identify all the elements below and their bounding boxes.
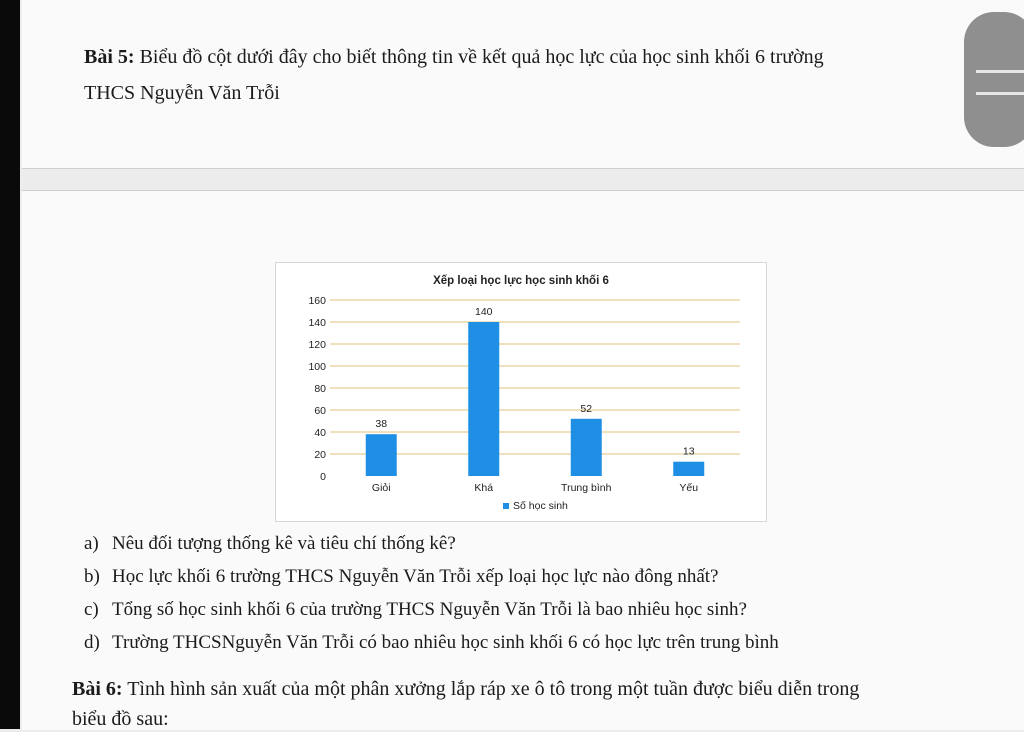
y-tick-label: 80 xyxy=(314,383,326,395)
problem-5-line-1 xyxy=(84,44,824,70)
question-a xyxy=(84,533,456,555)
data-label: 13 xyxy=(682,445,695,458)
question-c xyxy=(84,599,747,621)
y-tick-label: 120 xyxy=(308,339,326,351)
legend-swatch xyxy=(503,503,509,509)
bar xyxy=(366,434,397,476)
question-d-label: d) xyxy=(84,632,100,653)
y-tick-label: 100 xyxy=(308,361,326,373)
problem-6-text-1: Tình hình sản xuất của một phân xưởng lắp ráp xe ô tô trong một tuần được biểu diễn trong xyxy=(127,678,860,700)
data-label: 52 xyxy=(580,402,593,415)
x-category-label: Giỏi xyxy=(371,482,391,494)
y-tick-label: 20 xyxy=(314,449,326,461)
handle-grip-line-1 xyxy=(976,70,1024,73)
y-tick-label: 40 xyxy=(314,427,326,439)
problem-5-line-2: THCS Nguyễn Văn Trỗi xyxy=(84,82,280,104)
x-category-label: Trung bình xyxy=(561,482,612,494)
y-tick-label: 160 xyxy=(308,295,326,307)
question-b-text: Học lực khối 6 trường THCS Nguyễn Văn Trỗi xếp loại học lực nào đông nhất? xyxy=(112,566,719,587)
problem-5-text-1: Biểu đồ cột dưới đây cho biết thông tin về kết quả học lực của học sinh khối 6 trường xyxy=(139,46,824,68)
data-label: 140 xyxy=(474,306,493,318)
bar xyxy=(571,419,602,476)
y-tick-label: 0 xyxy=(320,471,326,483)
problem-5-label: Bài 5: xyxy=(84,46,135,68)
bar-chart xyxy=(276,263,766,521)
y-tick-label: 140 xyxy=(308,317,326,329)
problem-6-line-2: biểu đồ sau: xyxy=(72,708,169,730)
question-b-label: b) xyxy=(84,566,100,587)
question-d-text: Trường THCSNguyễn Văn Trỗi có bao nhiêu học sinh khối 6 có học lực trên trung bình xyxy=(112,632,779,653)
question-c-label: c) xyxy=(84,599,99,620)
chart-container xyxy=(275,262,767,522)
x-category-label: Yếu xyxy=(679,482,699,494)
question-b xyxy=(84,566,718,588)
chart-title: Xếp loại học lực học sinh khối 6 xyxy=(433,275,609,287)
data-label: 38 xyxy=(375,418,388,431)
legend-label: Số học sinh xyxy=(513,500,568,512)
question-a-label: a) xyxy=(84,533,99,554)
bar xyxy=(468,322,499,476)
scroll-handle[interactable] xyxy=(964,12,1024,147)
problem-6-label: Bài 6: xyxy=(72,678,123,700)
handle-grip-line-2 xyxy=(976,92,1024,95)
question-c-text: Tổng số học sinh khối 6 của trường THCS Nguyễn Văn Trỗi là bao nhiêu học sinh? xyxy=(112,599,747,620)
y-tick-label: 60 xyxy=(314,405,326,417)
question-a-text: Nêu đối tượng thống kê và tiêu chí thống kê? xyxy=(112,533,456,554)
problem-6-line-1 xyxy=(72,676,859,702)
question-d xyxy=(84,632,779,654)
x-category-label: Khá xyxy=(474,482,494,494)
bar xyxy=(673,462,704,476)
left-edge-bar xyxy=(0,0,20,729)
